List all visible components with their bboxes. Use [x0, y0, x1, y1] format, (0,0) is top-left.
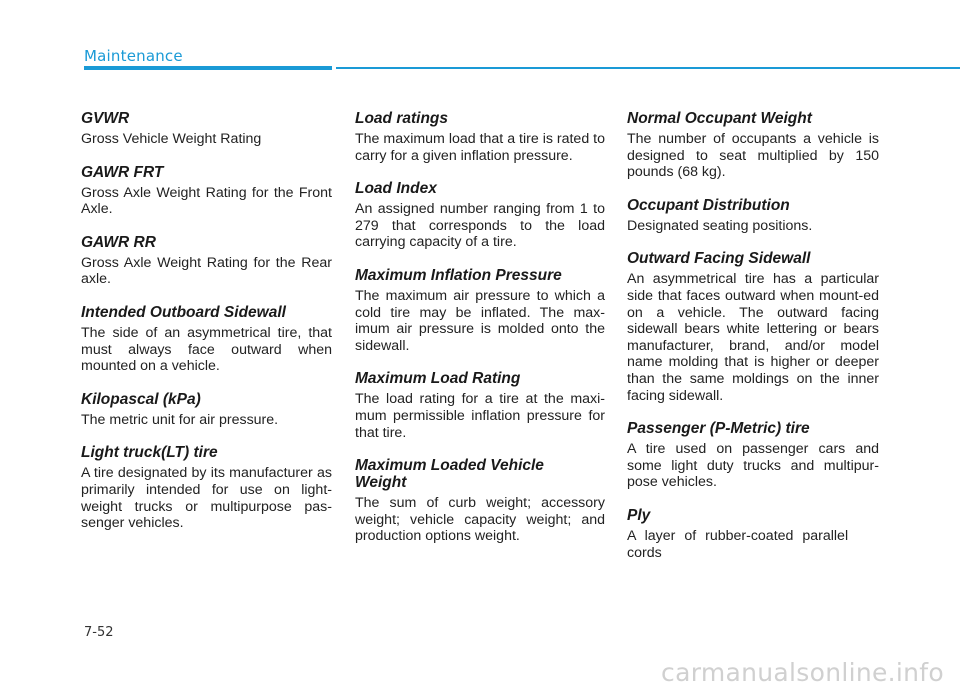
term-gawr-frt: [81, 164, 332, 218]
term-ply: [627, 507, 879, 561]
term-title: Outward Facing Sidewall: [627, 250, 811, 268]
term-definition: The maximum load that a tire is rated to carry for a given inflation pressure.: [355, 131, 605, 164]
column-1: [81, 110, 332, 548]
page-number: 7-52: [84, 625, 114, 640]
header-rule-thick: [84, 66, 332, 70]
term-title: Normal Occupant Weight: [627, 110, 812, 127]
term-occupant-distribution: [627, 197, 879, 235]
term-intended-outboard-sidewall: [81, 304, 332, 375]
term-title: GVWR: [81, 110, 130, 127]
column-3: [627, 110, 879, 577]
term-definition: A tire designated by its manufacturer as primarily intended for use on light-weight trucks or multipurpose pas-senger vehicles.: [81, 465, 332, 532]
term-definition: The sum of curb weight; accessory weight; vehicle capacity weight; and production options weight.: [355, 495, 605, 545]
header-rule-thin: [336, 67, 960, 69]
term-title: Passenger (P-Metric) tire: [627, 420, 810, 438]
term-load-index: [355, 180, 605, 251]
term-title: Maximum Inflation Pressure: [355, 266, 562, 284]
term-title: Ply: [627, 506, 651, 524]
term-title: Maximum Loaded Vehicle Weight: [355, 457, 544, 492]
term-definition: Gross Vehicle Weight Rating: [81, 131, 262, 147]
term-title: Maximum Load Rating: [355, 370, 521, 388]
section-header: Maintenance: [84, 47, 183, 65]
term-title: GAWR RR: [81, 233, 156, 251]
term-title: Load ratings: [355, 110, 449, 127]
term-definition: Gross Axle Weight Rating for the Rear axle.: [81, 254, 332, 288]
term-definition: Gross Axle Weight Rating for the Front Axle.: [81, 184, 332, 218]
term-gawr-rr: [81, 234, 332, 288]
term-kilopascal: [81, 391, 332, 429]
term-title: Load Index: [355, 180, 437, 198]
term-title: Light truck(LT) tire: [81, 444, 218, 462]
term-passenger-tire: [627, 420, 879, 491]
term-definition: A layer of rubber-coated parallel cords: [627, 527, 849, 561]
term-maximum-inflation-pressure: [355, 267, 605, 354]
term-gvwr: [81, 110, 332, 148]
term-normal-occupant-weight: [627, 110, 879, 181]
term-definition: The maximum air pressure to which a cold tire may be inflated. The max-imum air pressure is molded onto the sidewall.: [355, 287, 605, 354]
term-definition: An assigned number ranging from 1 to 279 that corresponds to the load carrying capacity of a tire.: [355, 201, 605, 251]
term-title: Kilopascal (kPa): [81, 390, 201, 408]
term-outward-facing-sidewall: [627, 250, 879, 404]
column-2: [355, 110, 605, 561]
term-definition: The number of occupants a vehicle is designed to seat multiplied by 150 pounds (68 kg).: [627, 131, 879, 181]
watermark: carmanualsonline.info: [661, 658, 944, 687]
term-light-truck-tire: [81, 444, 332, 531]
term-title: Intended Outboard Sidewall: [81, 303, 286, 321]
term-definition: The metric unit for air pressure.: [81, 411, 279, 428]
term-maximum-load-rating: [355, 370, 605, 441]
term-maximum-loaded-vehicle-weight: [355, 457, 605, 545]
term-definition: The load rating for a tire at the maxi-mum permissible inflation pressure for that tire.: [355, 391, 605, 441]
term-definition: Designated seating positions.: [627, 217, 813, 234]
term-definition: A tire used on passenger cars and some light duty trucks and multipur-pose vehicles.: [627, 441, 879, 491]
term-title: GAWR FRT: [81, 163, 164, 181]
term-definition: An asymmetrical tire has a particular side that faces outward when mount-ed on a vehicle. The outward facing sidewall bears white lettering or bears manufacturer, brand, and/or model name molding that is higher or deeper than the same moldings on the inner facing sidewall.: [627, 271, 879, 404]
term-definition: The side of an asymmetrical tire, that must always face outward when mounted on a vehicle.: [81, 324, 332, 375]
term-load-ratings: [355, 110, 605, 164]
term-title: Occupant Distribution: [627, 196, 790, 214]
